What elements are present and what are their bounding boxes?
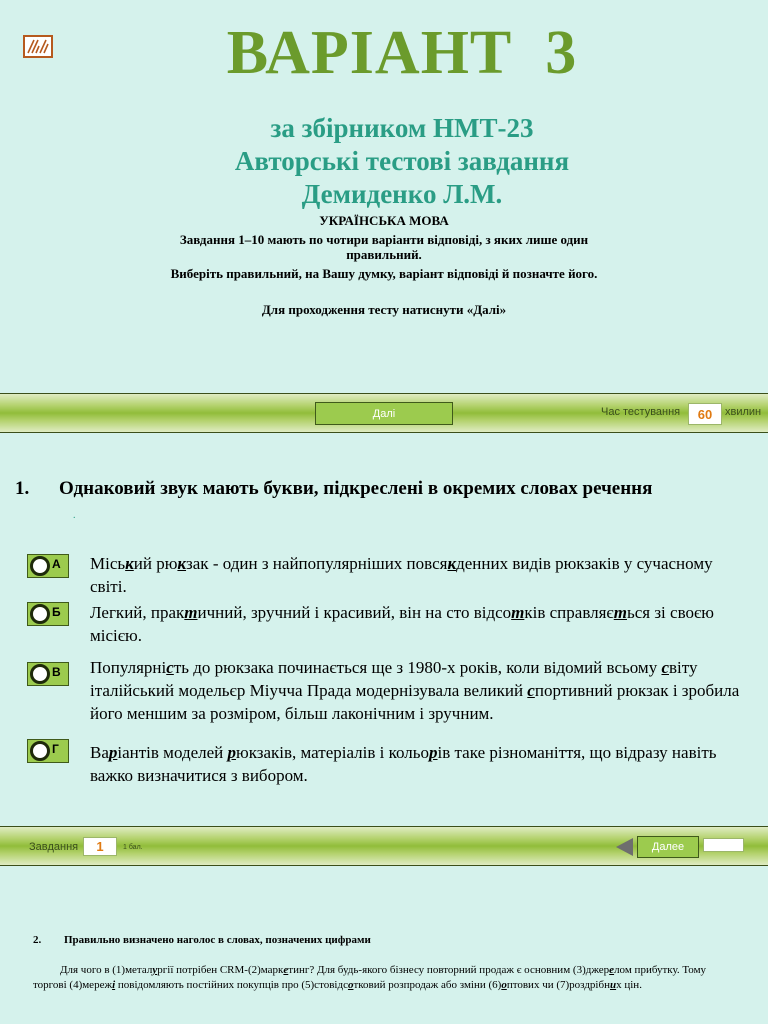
- option-d-button[interactable]: [27, 739, 69, 763]
- question-number: 2.: [33, 934, 42, 946]
- instructions-choose: Виберіть правильний, на Вашу думку, варіант відповіді й позначте його.: [170, 266, 598, 281]
- option-c-text: Популярність до рюкзака починається ще з 1980-х років, коли відомий всьому світу італійський модельєр Міучча Прада модернізувала великий спортивний рюкзак і зробила його меншим за розміром, більш лаконічним і зручним.: [90, 658, 740, 723]
- subject-heading: УКРАЇНСЬКА МОВА: [319, 213, 449, 228]
- radio-circle-icon: [30, 741, 50, 761]
- subtitle-line-1: за збірником НМТ-23: [270, 113, 534, 143]
- question-1: [15, 478, 652, 500]
- question-dot: .: [73, 510, 76, 521]
- subtitle-line-2: Авторські тестові завдання: [234, 146, 570, 176]
- option-letter: В: [52, 665, 61, 679]
- option-a-text: Міський рюкзак - один з найпопулярніших повсякденних видів рюкзаків у сучасному світі.: [90, 554, 713, 596]
- question-2-text: Для чого в (1)металургії потрібен CRM-(2)маркетинг? Для будь-якого бізнесу повторний продаж є основним (3)джерелом прибутку. Тому торгові (4)мережі повідомляють постійних покупців про (5)стовідсотковий розпродаж або зміни (6)оптових чи (7)роздрібних цін.: [33, 964, 707, 991]
- subtitle-line-3: Демиденко Л.М.: [301, 179, 503, 209]
- time-value: 60: [688, 403, 722, 425]
- option-b-text: Легкий, практичний, зручний і красивий, він на сто відсотків справляється зі своєю місією.: [90, 603, 714, 645]
- question-number: 1.: [15, 478, 30, 499]
- time-unit: хвилин: [725, 406, 762, 418]
- option-b-button[interactable]: [27, 602, 69, 626]
- question-text: Однаковий звук мають букви, підкреслені в окремих словах речення: [59, 478, 653, 499]
- radio-circle-icon: [30, 664, 50, 684]
- option-letter: Б: [52, 605, 61, 619]
- time-label: Час тестування: [601, 406, 681, 418]
- option-letter: Г: [52, 742, 59, 756]
- back-arrow-icon[interactable]: [616, 838, 633, 856]
- instructions-start: Для проходження тесту натиснути «Далі»: [261, 302, 507, 317]
- question-text: Правильно визначено наголос в словах, позначених цифрами: [64, 934, 371, 946]
- option-a-button[interactable]: [27, 554, 69, 578]
- option-c-button[interactable]: [27, 662, 69, 686]
- task-number: 1: [83, 837, 117, 856]
- option-d-text: Варіантів моделей рюкзаків, матеріалів і кольорів таке різноманіття, що відразу навіть важко визначитися з вибором.: [90, 743, 717, 785]
- instructions-line: Завдання 1–10 мають по чотири варіанти відповіді, з яких лише один правильний.: [179, 232, 589, 262]
- next-task-button[interactable]: Далее: [637, 836, 699, 858]
- next-button[interactable]: Далі: [315, 402, 453, 425]
- bottom-control-bar: [0, 826, 768, 866]
- radio-circle-icon: [30, 604, 50, 624]
- page-title: ВАРІАНТ 3: [226, 19, 578, 87]
- task-label: Завдання: [29, 841, 79, 853]
- radio-circle-icon: [30, 556, 50, 576]
- top-control-bar: [0, 393, 768, 433]
- question-2: [33, 934, 371, 946]
- task-points: 1 бал.: [123, 844, 143, 851]
- blank-field: [703, 838, 744, 852]
- option-letter: А: [52, 557, 61, 571]
